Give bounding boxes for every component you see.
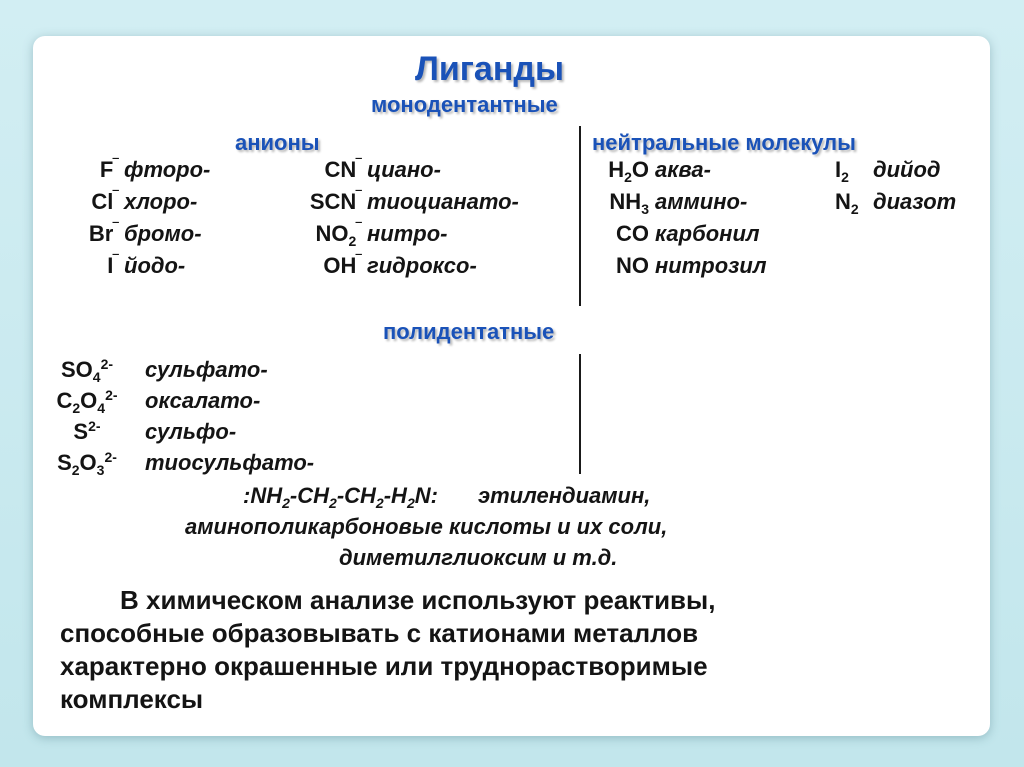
subscript: 2 <box>329 495 337 511</box>
ligand-name: аква- <box>655 157 711 182</box>
paragraph-line: характерно окрашенные или труднорастворимые <box>60 651 708 681</box>
ligand-row <box>589 189 983 215</box>
charge: ‾ <box>113 220 118 236</box>
ligand-name: карбонил <box>655 221 760 246</box>
aminopolycarboxylic-line: аминополикарбоновые кислоты и их соли, <box>185 514 668 539</box>
formula-part: N: <box>414 483 438 508</box>
charge: ‾ <box>113 252 118 268</box>
ligand-name: тиосульфато- <box>145 450 315 475</box>
dimethylglyoxime-line: диметилглиоксим и т.д. <box>339 545 618 570</box>
subscript: 2 <box>348 233 357 249</box>
charge: ‾ <box>356 156 361 172</box>
charge: ‾ <box>356 220 361 236</box>
ligand-row <box>37 419 375 445</box>
subscript: 2 <box>406 495 415 511</box>
charge: 2- <box>105 387 118 403</box>
subscript: 2 <box>71 462 80 478</box>
subscript: 3 <box>96 462 105 478</box>
formula: CN <box>324 157 357 182</box>
ligand-row <box>589 221 835 247</box>
formula-part: -H <box>383 483 407 508</box>
subscript: 3 <box>641 201 649 217</box>
ethylenediamine-line <box>243 483 650 509</box>
subscript: 2 <box>841 169 849 185</box>
ligand-row <box>589 157 983 183</box>
paragraph-line: комплексы <box>60 684 204 714</box>
ligand-row <box>61 189 567 215</box>
ligand-row <box>37 357 375 383</box>
ligand-name: хлоро- <box>124 189 198 214</box>
ligand-name: циано- <box>367 157 441 182</box>
charge: 2- <box>88 418 101 434</box>
ligand-name: сульфо- <box>145 419 237 444</box>
charge: 2- <box>100 356 114 372</box>
formula: O <box>631 157 649 182</box>
anions-heading: анионы <box>235 130 320 155</box>
paragraph-line: способные образовывать с катионами металлов <box>60 618 699 648</box>
ligand-name: тиоцианато- <box>367 189 519 214</box>
formula-part: SO <box>60 357 93 382</box>
formula-part: O <box>80 388 98 413</box>
ligand-row <box>37 388 375 414</box>
subscript: 4 <box>97 400 106 416</box>
formula: Cl <box>91 189 114 214</box>
ligand-row <box>61 253 567 279</box>
formula: NO <box>616 253 649 278</box>
formula-part: -CH <box>336 483 376 508</box>
formula-part: S <box>57 450 72 475</box>
subscript: 2 <box>850 201 859 217</box>
ligand-name: йодо- <box>124 253 186 278</box>
formula: OH <box>323 253 357 278</box>
charge: ‾ <box>356 252 361 268</box>
ligand-name: диазот <box>873 189 957 214</box>
subscript: 2 <box>375 495 384 511</box>
ethylenediamine-formula <box>243 483 438 511</box>
formula: I <box>107 253 114 278</box>
charge: ‾ <box>113 188 118 204</box>
subscript: 2 <box>624 169 632 185</box>
formula-part: -CH <box>289 483 330 508</box>
charge: ‾ <box>356 188 361 204</box>
formula: H <box>608 157 625 182</box>
subscript: 4 <box>92 369 101 385</box>
formula: CO <box>616 221 649 246</box>
ligand-name: бромо- <box>124 221 202 246</box>
formula: SCN <box>309 189 357 214</box>
formula: N <box>835 189 851 214</box>
formula-part: C <box>56 388 73 413</box>
slide-title: Лиганды <box>415 50 564 88</box>
polydentate-heading: полидентатные <box>383 319 555 344</box>
divider-upper <box>579 126 581 306</box>
subscript: 2 <box>282 495 290 511</box>
divider-lower <box>579 354 581 474</box>
ligand-name: гидроксо- <box>367 253 477 278</box>
ethylenediamine-name: этилендиамин, <box>477 483 651 508</box>
subscript: 2 <box>72 400 81 416</box>
formula-part: S <box>73 419 89 444</box>
ligand-row <box>61 157 567 183</box>
monodentate-heading: монодентантные <box>371 92 558 117</box>
ligand-name: сульфато- <box>145 357 268 382</box>
charge: 2- <box>104 449 117 465</box>
ligand-row <box>37 450 375 476</box>
ligand-name: дийод <box>873 157 941 182</box>
ligand-name: фторо- <box>124 157 211 182</box>
formula: Br <box>88 221 114 246</box>
ligand-name: оксалато- <box>145 388 261 413</box>
slide <box>33 36 990 736</box>
ligand-name: нитро- <box>367 221 448 246</box>
formula: F <box>99 157 114 182</box>
formula: NH <box>609 189 642 214</box>
formula: I <box>835 157 842 182</box>
neutral-molecules-heading: нейтральные молекулы <box>592 130 856 155</box>
ligand-row <box>61 221 567 247</box>
formula-part: O <box>79 450 97 475</box>
ligand-name: нитрозил <box>655 253 767 278</box>
formula: NO <box>315 221 349 246</box>
charge: ‾ <box>113 156 118 172</box>
ligand-name: аммино- <box>655 189 748 214</box>
paragraph-line: В химическом анализе используют реактивы, <box>120 585 716 615</box>
formula-part: :NH <box>243 483 283 508</box>
ligand-row <box>589 253 835 279</box>
